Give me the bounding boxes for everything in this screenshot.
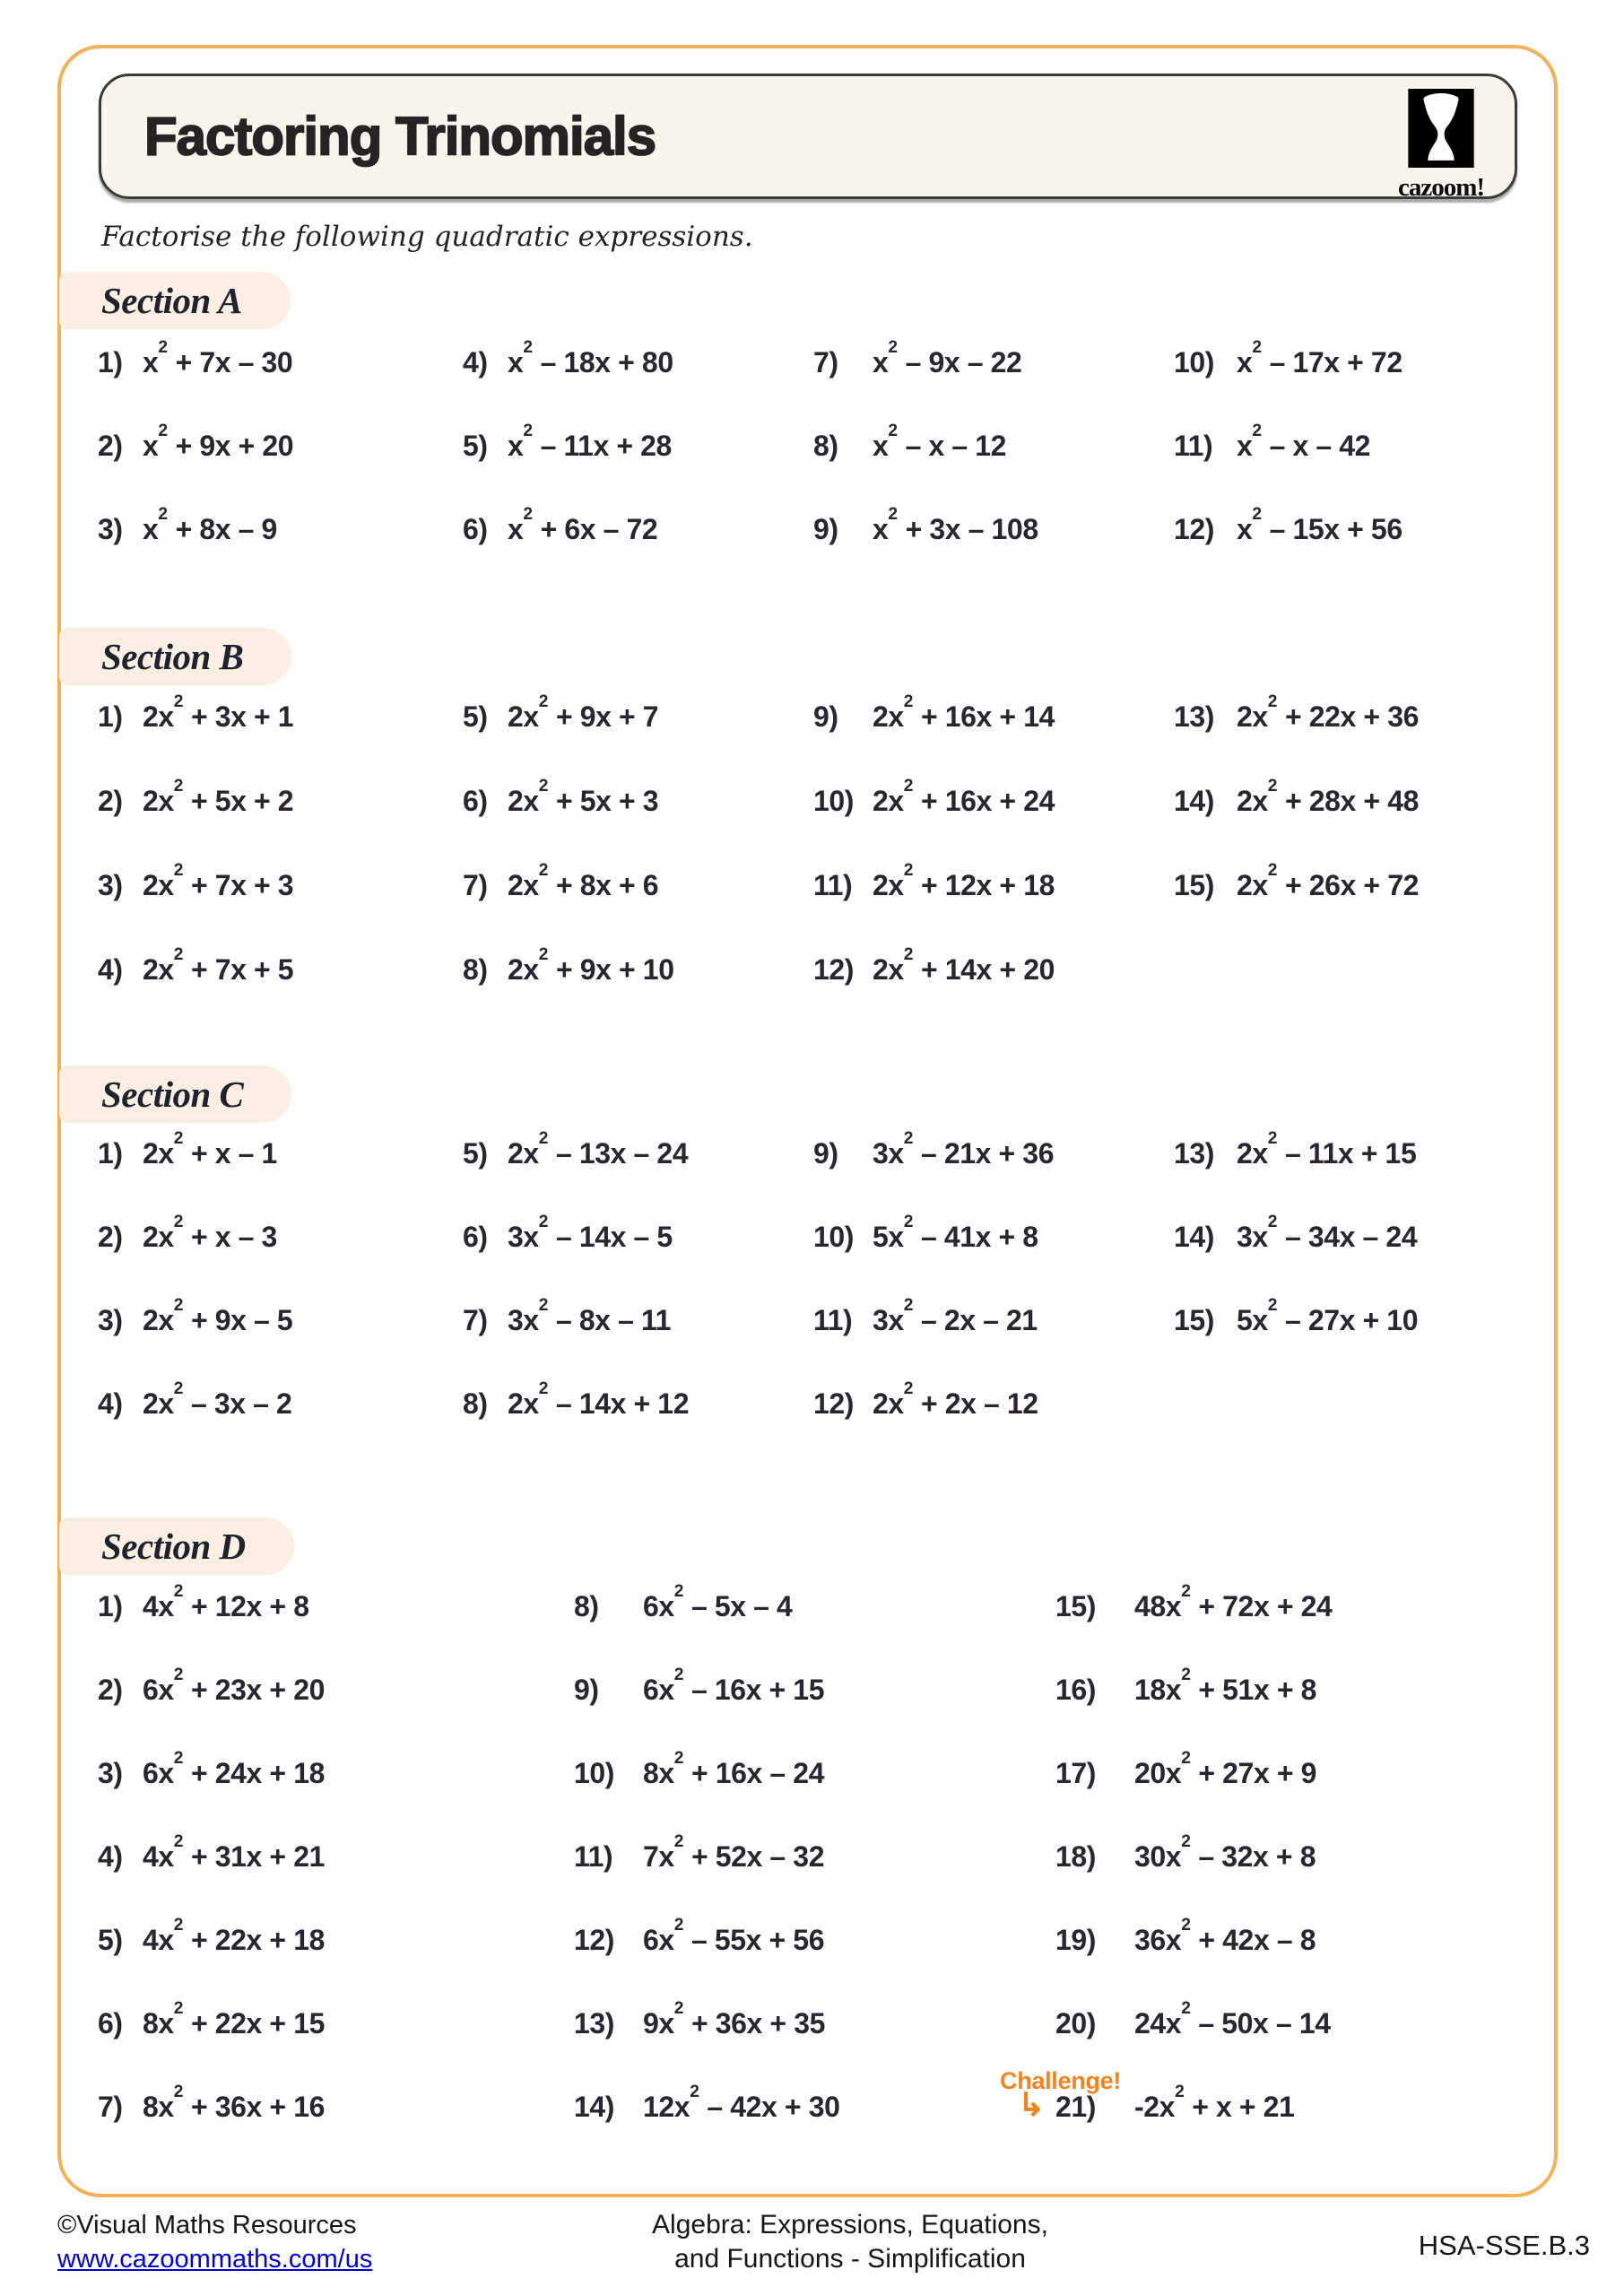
problem-d-14 (574, 2066, 840, 2149)
problem-c-4 (98, 1362, 292, 1446)
problem-expression: $8x^2 + 36x + 16$ (143, 2083, 325, 2123)
problem-column (1174, 321, 1403, 571)
problem-expression: $x^2 + 3x - 108$ (873, 505, 1038, 545)
problem-expression: $2x^2 + 14x + 20$ (873, 944, 1055, 986)
problem-c-6 (463, 1196, 689, 1279)
problem-a-10 (1174, 321, 1403, 404)
problem-number: 5) (463, 700, 488, 733)
problem-expression: $3x^2 - 8x - 11$ (508, 1296, 672, 1336)
problem-d-1 (98, 1565, 325, 1648)
problem-b-3 (98, 843, 293, 927)
problem-expression: $x^2 - 11x + 28$ (508, 422, 672, 462)
problem-number: 8) (574, 1590, 599, 1622)
problem-d-10 (574, 1732, 840, 1815)
problem-number: 10) (1174, 346, 1215, 378)
problem-number: 11) (574, 1840, 613, 1873)
section-label: Section B (101, 636, 244, 677)
problem-number: 1) (98, 1137, 123, 1170)
problem-number: 2) (98, 430, 123, 462)
problem-column (463, 321, 673, 571)
problem-d-4 (98, 1815, 325, 1899)
problem-number: 12) (574, 1924, 615, 1956)
problem-column (463, 1112, 689, 1446)
problem-expression: $3x^2 - 2x - 21$ (873, 1296, 1038, 1336)
problem-expression: $x^2 + 6x - 72$ (508, 505, 658, 545)
problem-expression: $6x^2 - 55x + 56$ (643, 1916, 825, 1956)
problem-number: 5) (463, 1137, 488, 1170)
problem-expression: $x^2 - 18x + 80$ (508, 338, 673, 378)
problem-b-15 (1174, 843, 1419, 927)
problem-column (463, 674, 674, 1012)
section-label: Section D (101, 1526, 246, 1567)
problem-expression: $2x^2 - 11x + 15$ (1237, 1129, 1417, 1170)
problem-number: 9) (813, 513, 838, 545)
problem-expression: $18x^2 + 51x + 8$ (1134, 1665, 1317, 1706)
problem-c-11 (813, 1279, 1054, 1362)
problem-d-17 (1055, 1732, 1332, 1815)
problem-expression: $2x^2 - 3x - 2$ (143, 1379, 292, 1420)
problem-expression: $6x^2 - 16x + 15$ (643, 1665, 825, 1706)
problem-expression: $5x^2 - 27x + 10$ (1237, 1296, 1419, 1336)
problem-expression: $2x^2 - 14x + 12$ (508, 1379, 690, 1420)
category-line-1: Algebra: Expressions, Equations, (652, 2210, 1048, 2239)
problem-number: 5) (463, 430, 488, 462)
page-title: Factoring Trinomials (144, 106, 656, 167)
problem-expression: $x^2 - 17x + 72$ (1237, 338, 1403, 378)
problem-number: 6) (463, 1221, 488, 1253)
problem-number: 1) (98, 346, 123, 378)
problem-number: 11) (813, 1304, 853, 1336)
problem-expression: $2x^2 + 3x + 1$ (143, 691, 294, 733)
problem-c-15 (1174, 1279, 1418, 1362)
problem-number: 2) (98, 784, 123, 817)
problem-number: 13) (1174, 1137, 1215, 1170)
problem-expression: $x^2 + 7x - 30$ (143, 338, 293, 378)
problem-expression: $x^2 - 9x - 22$ (873, 338, 1022, 378)
problem-column (98, 674, 293, 1012)
section-label: Section C (101, 1074, 244, 1115)
problem-number: 17) (1055, 1757, 1097, 1789)
problem-expression: $2x^2 + 7x + 5$ (143, 944, 294, 986)
problem-expression: $2x^2 + 22x + 36$ (1237, 691, 1419, 733)
problem-number: 2) (98, 1674, 123, 1706)
problem-column (98, 321, 293, 571)
problem-number: 18) (1055, 1840, 1097, 1873)
problem-c-8 (463, 1362, 689, 1446)
problem-expression: $2x^2 + 7x + 3$ (143, 860, 294, 901)
problem-d-11 (574, 1815, 840, 1899)
problem-b-10 (813, 759, 1055, 843)
problem-expression: $8x^2 + 22x + 15$ (143, 1999, 325, 2039)
problem-d-9 (574, 1648, 840, 1732)
problem-number: 8) (463, 952, 488, 986)
problem-number: 11) (813, 868, 853, 901)
problem-expression: $2x^2 + 16x + 14$ (873, 691, 1055, 733)
problem-d-21 (1000, 2066, 1332, 2149)
problem-number: 21) (1055, 2091, 1097, 2123)
problem-expression: $2x^2 + 28x + 48$ (1237, 776, 1419, 817)
problem-number: 3) (98, 513, 123, 545)
problem-a-2 (98, 404, 293, 488)
problem-expression: $2x^2 + 2x - 12$ (873, 1379, 1038, 1420)
problem-expression: $4x^2 + 22x + 18$ (143, 1916, 325, 1956)
problem-column (1000, 1565, 1333, 2149)
problem-b-2 (98, 759, 293, 843)
standard-code: HSA-SSE.B.3 (1418, 2230, 1590, 2261)
problem-expression: $2x^2 + x - 3$ (143, 1213, 277, 1253)
problem-number: 15) (1055, 1590, 1097, 1622)
problem-expression: $8x^2 + 16x - 24$ (643, 1749, 825, 1789)
problem-expression: $x^2 + 9x + 20$ (143, 422, 294, 462)
problem-number: 12) (813, 952, 855, 986)
problem-b-8 (463, 927, 674, 1012)
problem-number: 6) (98, 2007, 123, 2039)
problem-expression: $12x^2 - 42x + 30$ (643, 2083, 840, 2123)
problem-expression: $x^2$ – x – 42 (1237, 422, 1371, 462)
problem-d-20 (1055, 1982, 1332, 2066)
problem-expression: $2x^2 + 5x + 2$ (143, 776, 294, 817)
problem-c-2 (98, 1196, 292, 1279)
problem-a-4 (463, 321, 673, 404)
problem-c-3 (98, 1279, 292, 1362)
problem-b-4 (98, 927, 293, 1012)
problem-expression: $x^2 + 8x - 9$ (143, 505, 277, 545)
problem-number: 8) (813, 430, 838, 462)
instruction-text: Factorise the following quadratic expressions. (101, 221, 753, 253)
problem-number: 14) (1174, 784, 1215, 817)
problem-expression: $2x^2 + x - 1$ (143, 1129, 277, 1170)
problem-expression: $x^2$ – x – 12 (873, 422, 1007, 462)
title-box (99, 74, 1517, 202)
problem-d-7 (98, 2066, 325, 2149)
problem-expression: $4x^2 + 12x + 8$ (143, 1582, 309, 1622)
problem-number: 7) (463, 1304, 488, 1336)
problem-c-12 (813, 1362, 1054, 1446)
problem-a-6 (463, 488, 673, 571)
problem-c-13 (1174, 1112, 1418, 1196)
problem-number: 7) (463, 868, 488, 901)
problem-expression: $2x^2 - 13x - 24$ (508, 1129, 689, 1170)
problem-expression: $2x^2 + 5x + 3$ (508, 776, 659, 817)
curved-right-arrow-icon: ↳ (1018, 2086, 1045, 2123)
problem-b-9 (813, 674, 1055, 759)
problem-number: 4) (98, 1840, 123, 1873)
problem-expression: $4x^2 + 31x + 21$ (143, 1832, 325, 1873)
problem-expression: $9x^2 + 36x + 35$ (643, 1999, 825, 2039)
problem-number: 16) (1055, 1674, 1097, 1706)
problem-number: 15) (1174, 868, 1215, 901)
problem-b-11 (813, 843, 1055, 927)
problem-d-2 (98, 1648, 325, 1732)
problem-expression: $20x^2 + 27x + 9$ (1134, 1749, 1317, 1789)
problem-number: 15) (1174, 1304, 1215, 1336)
problem-d-15 (1055, 1565, 1332, 1648)
problem-column (574, 1565, 840, 2149)
problem-d-8 (574, 1565, 840, 1648)
problem-d-16 (1055, 1648, 1332, 1732)
problem-a-3 (98, 488, 293, 571)
problem-a-7 (813, 321, 1038, 404)
cazoom-brand-label: cazoom! (1397, 173, 1485, 202)
problem-expression: $2x^2 + 9x - 5$ (143, 1296, 293, 1336)
problem-d-13 (574, 1982, 840, 2066)
problem-a-9 (813, 488, 1038, 571)
problem-c-9 (813, 1112, 1054, 1196)
problem-number: 6) (463, 513, 488, 545)
problem-column (813, 321, 1038, 571)
copyright-text: ©Visual Maths Resources (57, 2211, 357, 2239)
challenge-label: Challenge! (1000, 2067, 1122, 2094)
problem-b-7 (463, 843, 674, 927)
problem-b-13 (1174, 674, 1419, 759)
problem-b-1 (98, 674, 293, 759)
problem-number: 4) (98, 952, 123, 986)
problem-c-7 (463, 1279, 689, 1362)
problem-expression: $6x^2 + 24x + 18$ (143, 1749, 325, 1789)
problem-a-8 (813, 404, 1038, 488)
problem-number: 3) (98, 868, 123, 901)
problem-number: 9) (813, 700, 838, 733)
problem-c-5 (463, 1112, 689, 1196)
problem-expression: $5x^2 - 41x + 8$ (873, 1213, 1038, 1253)
problem-c-1 (98, 1112, 292, 1196)
problem-expression: $2x^2 + 26x + 72$ (1237, 860, 1419, 901)
problem-d-3 (98, 1732, 325, 1815)
problem-number: 2) (98, 1221, 123, 1253)
problem-d-12 (574, 1899, 840, 1982)
problem-number: 5) (98, 1924, 123, 1956)
problem-number: 9) (813, 1137, 838, 1170)
problem-a-1 (98, 321, 293, 404)
problem-b-14 (1174, 759, 1419, 843)
footer-left (57, 2208, 372, 2276)
problem-number: 13) (1174, 700, 1215, 733)
problem-column (98, 1565, 325, 2149)
problem-expression: $2x^2 + 9x + 7$ (508, 691, 659, 733)
problem-number: 10) (813, 784, 855, 817)
problem-number: 14) (574, 2091, 615, 2123)
problem-expression: $2x^2 + 8x + 6$ (508, 860, 659, 901)
problem-number: 4) (98, 1387, 123, 1420)
problem-number: 20) (1055, 2007, 1097, 2039)
problem-number: 11) (1174, 430, 1213, 462)
problem-expression: $48x^2 + 72x + 24$ (1134, 1582, 1333, 1622)
problem-column (1174, 674, 1419, 927)
problem-expression: $3x^2 - 21x + 36$ (873, 1129, 1055, 1170)
problem-column (98, 1112, 292, 1446)
problem-number: 4) (463, 346, 488, 378)
problem-c-10 (813, 1196, 1054, 1279)
problem-b-12 (813, 927, 1055, 1012)
problem-number: 10) (813, 1221, 855, 1253)
problem-b-6 (463, 759, 674, 843)
category-line-2: and Functions - Simplification (674, 2244, 1026, 2274)
problem-column (813, 1112, 1054, 1446)
problem-column (1174, 1112, 1418, 1362)
problem-number: 13) (574, 2007, 615, 2039)
problem-number: 3) (98, 1757, 123, 1789)
problem-number: 1) (98, 700, 123, 733)
cazoom-logo (1391, 89, 1491, 203)
problem-expression: $2x^2 + 16x + 24$ (873, 776, 1055, 817)
problem-a-5 (463, 404, 673, 488)
problem-number: 12) (813, 1387, 855, 1420)
problem-d-6 (98, 1982, 325, 2066)
problem-number: 1) (98, 1590, 123, 1622)
problem-a-11 (1174, 404, 1403, 488)
problem-d-18 (1055, 1815, 1332, 1899)
problem-number: 12) (1174, 513, 1215, 545)
problem-number: 6) (463, 784, 488, 817)
problem-number: 7) (98, 2091, 123, 2123)
problem-number: 10) (574, 1757, 615, 1789)
problem-expression: $36x^2 + 42x - 8$ (1134, 1916, 1316, 1956)
problem-number: 14) (1174, 1221, 1215, 1253)
footer-category (652, 2208, 1048, 2276)
problem-d-19 (1055, 1899, 1332, 1982)
problem-number: 9) (574, 1674, 599, 1706)
problem-expression: $-2x^2 + x + 21$ (1134, 2083, 1295, 2123)
problem-expression: $30x^2 - 32x + 8$ (1134, 1832, 1316, 1873)
problem-number: 7) (813, 346, 838, 378)
problem-expression: $6x^2 + 23x + 20$ (143, 1665, 325, 1706)
problem-expression: $3x^2 - 14x - 5$ (508, 1213, 673, 1253)
section-label: Section A (101, 280, 242, 321)
problem-expression: $7x^2 + 52x - 32$ (643, 1832, 825, 1873)
problem-expression: $2x^2 + 12x + 18$ (873, 860, 1055, 901)
problem-column (813, 674, 1055, 1012)
problem-expression: $24x^2 - 50x - 14$ (1134, 1999, 1331, 2039)
problem-number: 19) (1055, 1924, 1097, 1956)
djembe-drum-icon (1407, 89, 1475, 168)
problem-a-12 (1174, 488, 1403, 571)
website-link[interactable]: www.cazoommaths.com/us (57, 2245, 373, 2274)
problem-expression: $3x^2 - 34x - 24$ (1237, 1213, 1418, 1253)
problem-number: 3) (98, 1304, 123, 1336)
problem-d-5 (98, 1899, 325, 1982)
problem-number: 8) (463, 1387, 488, 1420)
problem-expression: $2x^2 + 9x + 10$ (508, 944, 674, 986)
problem-c-14 (1174, 1196, 1418, 1279)
problem-expression: $6x^2 - 5x - 4$ (643, 1582, 793, 1622)
problem-expression: $x^2 - 15x + 56$ (1237, 505, 1403, 545)
problem-b-5 (463, 674, 674, 759)
